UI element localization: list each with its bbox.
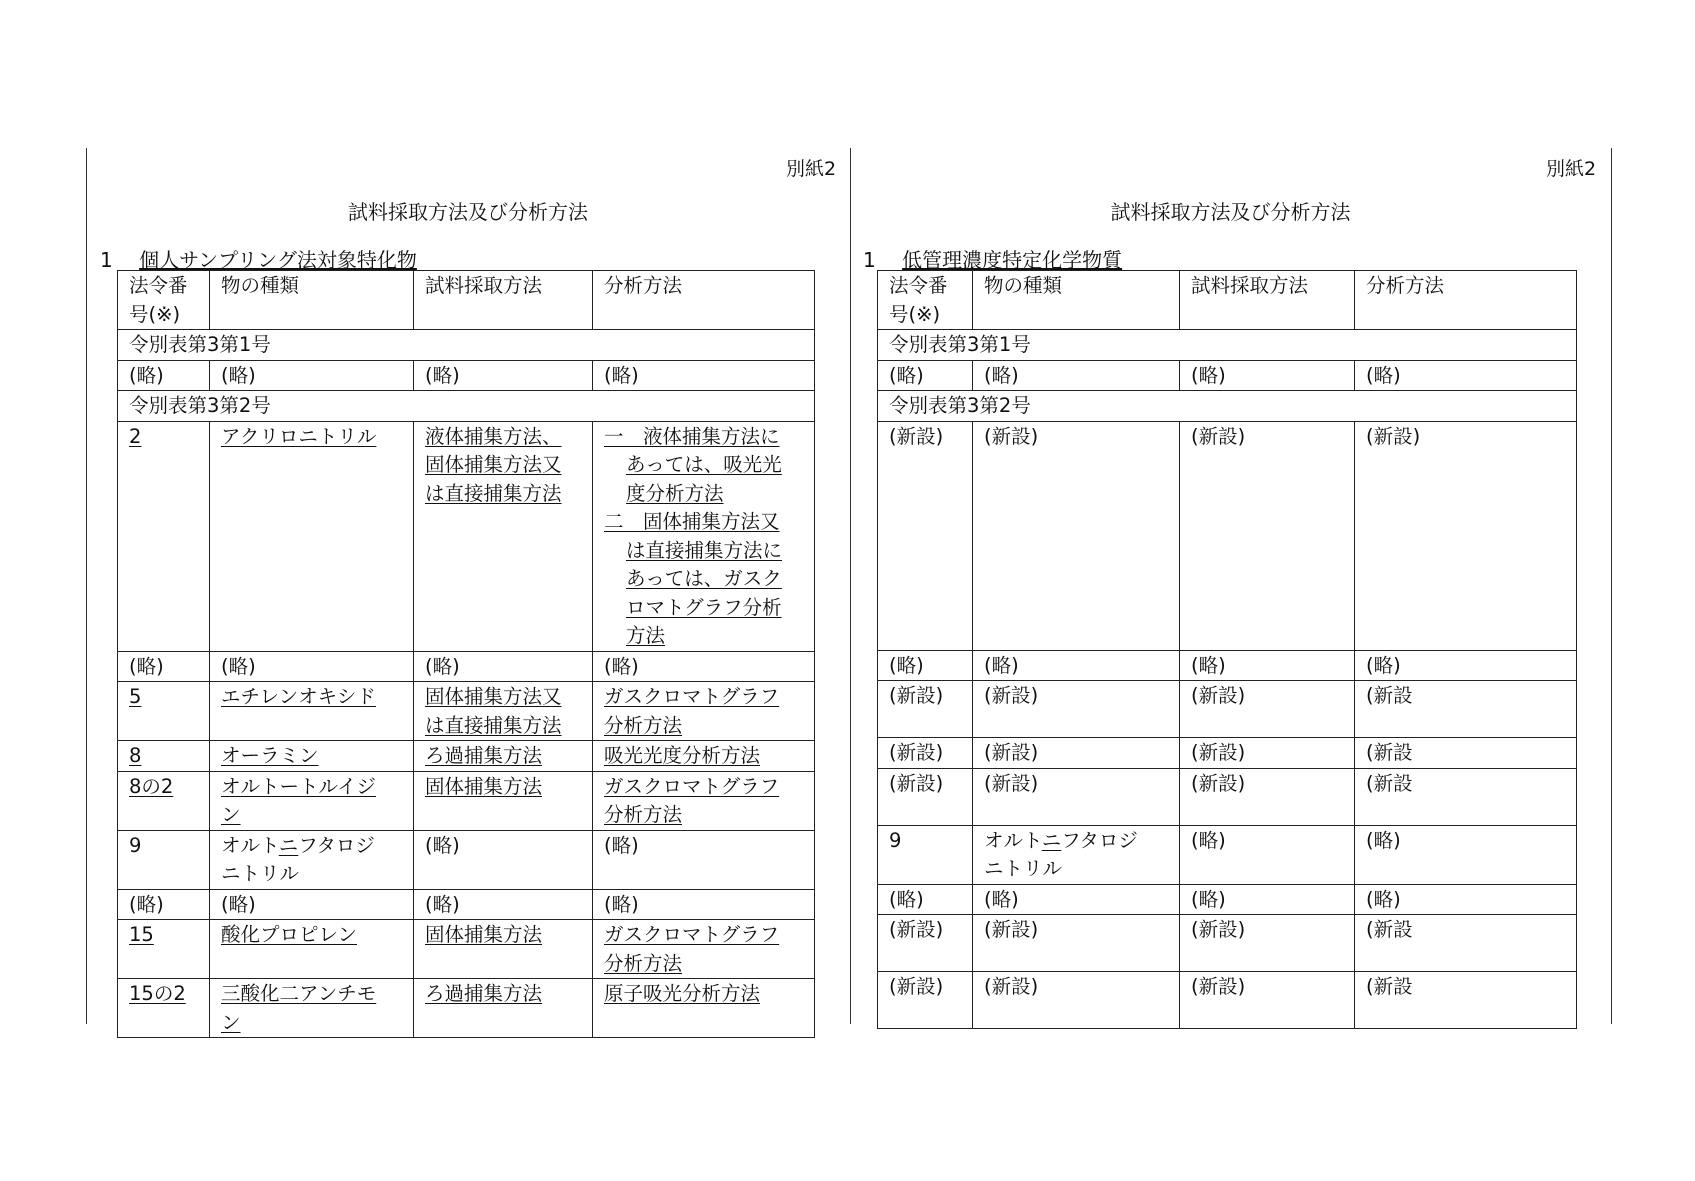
cell-text: 吸光光度分析方法 xyxy=(604,744,761,767)
cell-text: 15の2 xyxy=(129,982,186,1005)
header-analysis-method xyxy=(1355,271,1577,330)
cell-sampling-method xyxy=(414,682,593,741)
cell-text: (新設) xyxy=(1191,918,1246,941)
cell-text: ろ過捕集方法 xyxy=(425,744,543,767)
header-text: 法令番 xyxy=(129,274,188,297)
header-text: 法令番 xyxy=(889,274,948,297)
cell-text: オルト xyxy=(221,833,279,857)
header-analysis-method xyxy=(593,271,815,330)
attachment-label: 別紙2 xyxy=(786,158,837,180)
cell-sampling-method xyxy=(414,979,593,1038)
header-sampling-method xyxy=(414,271,593,330)
cell-text: は直接捕集方法に xyxy=(626,538,783,562)
cell-text: ガスクロマトグラフ xyxy=(604,774,780,798)
cell-substance xyxy=(973,421,1180,650)
cell-text: 分析方法 xyxy=(604,803,683,826)
cell-text: 固体捕集方法 xyxy=(425,923,543,946)
cell-text: (新設) xyxy=(984,684,1039,707)
cell-law-number xyxy=(118,920,210,979)
header-text: 分析方法 xyxy=(1366,274,1445,297)
cell-analysis-method xyxy=(593,360,815,391)
cell-text: (新設) xyxy=(984,771,1039,795)
cell-text: (略) xyxy=(604,892,639,916)
cell-analysis-method xyxy=(1355,768,1577,825)
cell-text: (略) xyxy=(1191,828,1226,852)
cell-text: (新設) xyxy=(889,424,944,448)
cell-text: (略) xyxy=(604,654,639,678)
header-sampling-method xyxy=(1180,271,1355,330)
table-row xyxy=(118,741,815,772)
table-row xyxy=(878,681,1577,738)
cell-analysis-method xyxy=(1355,972,1577,1029)
cell-substance xyxy=(973,884,1180,915)
cell-law-number xyxy=(118,682,210,741)
cell-analysis-method xyxy=(593,979,815,1038)
cell-text: (新設) xyxy=(1191,684,1246,707)
cell-law-number xyxy=(878,360,973,391)
header-law-number xyxy=(878,271,973,330)
cell-text: 5 xyxy=(129,685,142,708)
cell-text: (略) xyxy=(129,363,164,387)
cell-substance xyxy=(210,889,414,920)
table-row xyxy=(878,650,1577,681)
cell-text: (新設 xyxy=(1366,771,1413,795)
cell-law-number xyxy=(118,421,210,651)
cell-text: 三酸化二アンチモ xyxy=(221,982,377,1005)
cell-sampling-method xyxy=(1180,738,1355,769)
cell-text: (新設 xyxy=(1366,918,1413,941)
cell-text: (略) xyxy=(1191,653,1226,677)
cell-text: (略) xyxy=(425,892,460,916)
cell-sampling-method xyxy=(1180,360,1355,391)
cell-text: ロマトグラフ分析 xyxy=(626,595,782,619)
cell-text: (新設) xyxy=(889,684,944,707)
cell-text: (略) xyxy=(221,654,256,678)
cell-text: 原子吸光分析方法 xyxy=(604,982,761,1005)
page-title: 試料採取方法及び分析方法 xyxy=(348,200,588,224)
cell-text: 二 固体捕集方法又 xyxy=(604,510,780,533)
cell-text: ン xyxy=(221,1010,241,1034)
cell-analysis-method xyxy=(593,830,815,889)
header-text: 号(※) xyxy=(889,302,941,326)
cell-text: (略) xyxy=(889,887,924,911)
cell-law-number xyxy=(118,889,210,920)
cell-sampling-method xyxy=(1180,421,1355,650)
cell-sampling-method xyxy=(1180,768,1355,825)
cell-analysis-method xyxy=(1355,421,1577,650)
cell-substance xyxy=(973,681,1180,738)
table-row xyxy=(118,920,815,979)
list-item xyxy=(604,423,808,509)
cell-text: (新設) xyxy=(889,975,944,998)
cell-law-number xyxy=(118,651,210,682)
cell-substance xyxy=(210,741,414,772)
table-row xyxy=(118,889,815,920)
cell-text: エチレンオキシド xyxy=(221,685,376,708)
cell-text: (新設) xyxy=(1366,424,1421,448)
cell-text: (新設) xyxy=(1191,424,1246,448)
list-item xyxy=(604,508,808,651)
header-text: 試料採取方法 xyxy=(425,274,543,297)
cell-text: 固体捕集方法又 xyxy=(425,685,562,708)
cell-analysis-method xyxy=(1355,884,1577,915)
cell-analysis-method xyxy=(593,651,815,682)
header-row xyxy=(118,271,815,330)
cell-text: (新設 xyxy=(1366,975,1413,998)
cell-text: (新設) xyxy=(1191,741,1246,764)
cell-text: オルトートルイジ xyxy=(221,774,377,798)
cell-sampling-method xyxy=(414,830,593,889)
cell-analysis-method xyxy=(1355,738,1577,769)
cell-law-number xyxy=(878,421,973,650)
cell-analysis-method xyxy=(1355,825,1577,884)
cell-text: (略) xyxy=(425,654,460,678)
group-label: 令別表第3第2号 xyxy=(118,391,815,422)
cell-substance xyxy=(210,421,414,651)
cell-analysis-method xyxy=(593,889,815,920)
cell-sampling-method xyxy=(1180,681,1355,738)
header-substance xyxy=(973,271,1180,330)
cell-law-number xyxy=(118,771,210,830)
cell-substance xyxy=(973,915,1180,972)
header-text: 試料採取方法 xyxy=(1191,274,1309,297)
cell-text: フタロジ xyxy=(1061,828,1138,852)
cell-substance xyxy=(210,651,414,682)
cell-substance xyxy=(210,682,414,741)
sampling-methods-table xyxy=(117,270,815,1038)
cell-text: (略) xyxy=(425,833,460,857)
table-row xyxy=(878,421,1577,650)
table-row xyxy=(118,830,815,889)
cell-text: 固体捕集方法又 xyxy=(425,453,562,476)
cell-substance xyxy=(210,920,414,979)
cell-text: ニトリル xyxy=(984,857,1063,880)
cell-text: アクリロニトリル xyxy=(221,424,377,448)
table-row xyxy=(118,421,815,651)
section-number: 1 xyxy=(100,248,113,272)
cell-text: (略) xyxy=(1366,887,1401,911)
header-text: 物の種類 xyxy=(221,274,300,297)
cell-text: (略) xyxy=(889,653,924,677)
sampling-methods-table xyxy=(877,270,1577,1029)
cell-text: ニトリル xyxy=(221,862,300,885)
table-row xyxy=(118,360,815,391)
cell-text: 固体捕集方法 xyxy=(425,774,543,798)
cell-text: (新設 xyxy=(1366,741,1413,764)
cell-text: (略) xyxy=(604,833,639,857)
header-text: 物の種類 xyxy=(984,274,1063,297)
cell-substance xyxy=(973,360,1180,391)
table-row xyxy=(878,738,1577,769)
cell-text: (略) xyxy=(129,892,164,916)
cell-sampling-method xyxy=(414,421,593,651)
cell-sampling-method xyxy=(1180,884,1355,915)
cell-text: (新設) xyxy=(889,771,944,795)
table-row xyxy=(118,979,815,1038)
cell-text: あっては、ガスク xyxy=(626,567,782,590)
cell-substance xyxy=(973,972,1180,1029)
cell-text: は直接捕集方法 xyxy=(425,713,562,737)
cell-analysis-method xyxy=(1355,681,1577,738)
cell-text: (略) xyxy=(984,887,1019,911)
cell-text: (略) xyxy=(221,363,256,387)
table-row xyxy=(878,972,1577,1029)
cell-text: (略) xyxy=(1366,653,1401,677)
table-row xyxy=(878,360,1577,391)
cell-substance xyxy=(210,979,414,1038)
table-row xyxy=(878,915,1577,972)
cell-text: 8の2 xyxy=(129,774,174,798)
table-row xyxy=(118,651,815,682)
cell-text: オーラミン xyxy=(221,744,319,767)
cell-analysis-method xyxy=(593,741,815,772)
group-label: 令別表第3第2号 xyxy=(878,391,1577,422)
cell-analysis-method xyxy=(593,771,815,830)
section-heading xyxy=(100,244,417,273)
cell-text: (新設) xyxy=(1191,975,1246,998)
cell-law-number xyxy=(878,681,973,738)
cell-analysis-method xyxy=(593,421,815,651)
cell-text: ン xyxy=(221,803,241,826)
cell-text: (略) xyxy=(604,363,639,387)
table-row xyxy=(118,771,815,830)
cell-text: (略) xyxy=(1191,363,1226,387)
cell-sampling-method xyxy=(1180,972,1355,1029)
cell-text: ろ過捕集方法 xyxy=(425,982,543,1005)
cell-sampling-method xyxy=(1180,825,1355,884)
section-heading xyxy=(863,244,1122,273)
cell-substance xyxy=(210,360,414,391)
group-row xyxy=(878,391,1577,422)
group-row xyxy=(118,391,815,422)
cell-text: (新設) xyxy=(984,975,1039,998)
cell-law-number xyxy=(118,979,210,1038)
cell-analysis-method xyxy=(1355,360,1577,391)
header-law-number xyxy=(118,271,210,330)
center-page-border xyxy=(850,148,851,1024)
header-text: 分析方法 xyxy=(604,274,683,297)
cell-law-number xyxy=(878,972,973,1029)
cell-text: ニ xyxy=(278,833,299,857)
cell-text: (略) xyxy=(1191,887,1226,911)
cell-text: 液体捕集方法、 xyxy=(425,424,562,448)
cell-text: (略) xyxy=(1366,363,1401,387)
cell-text: (新設) xyxy=(1191,771,1246,795)
section-number: 1 xyxy=(863,248,876,272)
cell-text: オルト xyxy=(984,828,1042,852)
section-title: 個人サンプリング法対象特化物 xyxy=(139,248,417,272)
cell-text: (新設) xyxy=(889,741,944,764)
cell-substance xyxy=(210,771,414,830)
cell-text: フタロジ xyxy=(298,833,375,857)
cell-law-number xyxy=(118,741,210,772)
header-text: 号(※) xyxy=(129,302,181,326)
cell-text: (略) xyxy=(1366,828,1401,852)
cell-text: 方法 xyxy=(626,624,666,647)
cell-text: (略) xyxy=(425,363,460,387)
cell-text: 度分析方法 xyxy=(626,481,724,505)
cell-analysis-method xyxy=(1355,915,1577,972)
header-row xyxy=(878,271,1577,330)
cell-text: 9 xyxy=(129,833,142,857)
cell-sampling-method xyxy=(414,741,593,772)
cell-text: (略) xyxy=(984,363,1019,387)
cell-text: (略) xyxy=(889,363,924,387)
cell-text: ニ xyxy=(1041,828,1062,852)
cell-law-number xyxy=(878,915,973,972)
cell-law-number xyxy=(118,360,210,391)
cell-text: 8 xyxy=(129,744,142,767)
cell-text: (新設) xyxy=(984,424,1039,448)
cell-text: (新設 xyxy=(1366,684,1413,707)
right-page-border xyxy=(1611,148,1612,1024)
cell-text: (新設) xyxy=(889,918,944,941)
group-row xyxy=(878,330,1577,361)
cell-sampling-method xyxy=(414,360,593,391)
cell-text: 分析方法 xyxy=(604,951,683,975)
cell-text: (略) xyxy=(984,653,1019,677)
left-page-border xyxy=(86,148,87,1024)
cell-analysis-method xyxy=(593,682,815,741)
table-row xyxy=(878,768,1577,825)
cell-sampling-method xyxy=(414,920,593,979)
table-row xyxy=(878,825,1577,884)
cell-text: 9 xyxy=(889,828,902,852)
cell-text: あっては、吸光光 xyxy=(626,453,782,476)
group-label: 令別表第3第1号 xyxy=(878,330,1577,361)
cell-sampling-method xyxy=(414,771,593,830)
cell-law-number xyxy=(878,884,973,915)
cell-substance xyxy=(973,768,1180,825)
group-row xyxy=(118,330,815,361)
cell-law-number xyxy=(878,768,973,825)
cell-text: 2 xyxy=(129,424,142,448)
table-row xyxy=(878,884,1577,915)
cell-text: (新設) xyxy=(984,741,1039,764)
cell-text: ガスクロマトグラフ xyxy=(604,923,780,946)
header-substance xyxy=(210,271,414,330)
group-label: 令別表第3第1号 xyxy=(118,330,815,361)
cell-text: (略) xyxy=(221,892,256,916)
cell-text: (新設) xyxy=(984,918,1039,941)
cell-law-number xyxy=(878,825,973,884)
cell-substance xyxy=(973,650,1180,681)
page-title: 試料採取方法及び分析方法 xyxy=(1110,200,1351,224)
cell-law-number xyxy=(878,650,973,681)
cell-text: (略) xyxy=(129,654,164,678)
cell-law-number xyxy=(878,738,973,769)
cell-text: 一 液体捕集方法に xyxy=(604,424,780,448)
cell-sampling-method xyxy=(1180,650,1355,681)
cell-sampling-method xyxy=(414,889,593,920)
cell-sampling-method xyxy=(414,651,593,682)
cell-text: 分析方法 xyxy=(604,713,683,737)
attachment-label: 別紙2 xyxy=(1546,158,1597,180)
cell-sampling-method xyxy=(1180,915,1355,972)
cell-text: 酸化プロピレン xyxy=(221,923,358,946)
cell-substance xyxy=(973,738,1180,769)
cell-analysis-method xyxy=(593,920,815,979)
section-title: 低管理濃度特定化学物質 xyxy=(902,248,1123,272)
cell-law-number xyxy=(118,830,210,889)
cell-substance xyxy=(973,825,1180,884)
cell-text: 15 xyxy=(129,923,154,946)
cell-text: ガスクロマトグラフ xyxy=(604,685,780,708)
table-row xyxy=(118,682,815,741)
cell-analysis-method xyxy=(1355,650,1577,681)
cell-text: は直接捕集方法 xyxy=(425,481,562,505)
cell-substance xyxy=(210,830,414,889)
